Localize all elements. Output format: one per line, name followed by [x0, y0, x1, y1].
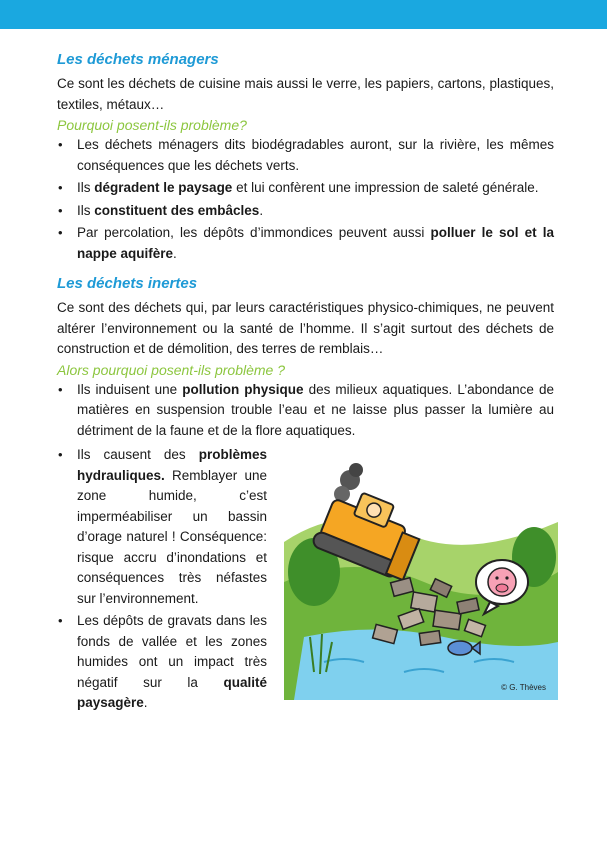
household-waste-list: [57, 135, 554, 264]
bullet-icon: •: [58, 137, 63, 152]
inert-waste-intro: Ce sont des déchets qui, par leurs caractéristiques physico-chimiques, ne peuvent altérer l’environnement ou la santé de l’homme. Il s’agit surtout des déchets de construction et de démolition, des terres de remblais…: [57, 300, 554, 356]
household-waste-intro: Ce sont les déchets de cuisine mais aussi le verre, les papiers, cartons, plastiques, textiles, métaux…: [57, 76, 554, 112]
bullet-icon: •: [58, 447, 63, 462]
list-item: • Par percolation, les dépôts d’immondices peuvent aussi polluer le sol et la nappe aquifère.: [58, 225, 554, 261]
list-item: • Les dépôts de gravats dans les fonds de vallée et les zones humides ont un impact très négatif sur la qualité paysagère.: [58, 613, 267, 710]
list-item: • Ils dégradent le paysage et lui confèrent une impression de saleté générale.: [57, 178, 554, 199]
list-item: • Les déchets ménagers dits biodégradables auront, sur la rivière, les mêmes conséquences que les déchets verts.: [58, 137, 554, 173]
illustration-credit: © G. Thèves: [501, 683, 546, 692]
bullet-icon: •: [58, 613, 63, 628]
section-title-household-waste: Les déchets ménagers: [57, 51, 219, 68]
bullet-icon: •: [58, 180, 63, 195]
section-title-inert-waste: Les déchets inertes: [57, 275, 198, 292]
bullet-icon: •: [58, 225, 63, 240]
bulldozer-dumping-rubble-icon: [284, 462, 558, 700]
list-item: • Ils constituent des embâcles.: [57, 201, 554, 222]
bullet-icon: •: [58, 202, 63, 218]
inert-waste-list-top: [57, 380, 554, 442]
inert-waste-question: Alors pourquoi posent-ils problème ?: [57, 361, 286, 378]
bottom-area: [57, 445, 554, 745]
household-waste-question: Pourquoi posent-ils problème?: [57, 117, 247, 133]
list-item: • Ils causent des problèmes hydrauliques. Remblayer une zone humide, c’est imperméabiliser un bassin d’orage naturel ! Conséquence: risque accru d’inondations et conséquences très néfastes sur l’environnement.: [58, 447, 267, 606]
inert-waste-list-bottom: [57, 445, 267, 716]
bulldozer-illustration: [284, 462, 558, 700]
top-banner: [0, 0, 607, 29]
list-item: • Ils induisent une pollution physique des milieux aquatiques. L’abondance de matières en suspension trouble l’eau et ne laisse plus passer la lumière au détriment de la faune et de la flore aquatiques.: [58, 381, 554, 438]
page-content: [57, 50, 554, 745]
bullet-icon: •: [58, 381, 63, 397]
